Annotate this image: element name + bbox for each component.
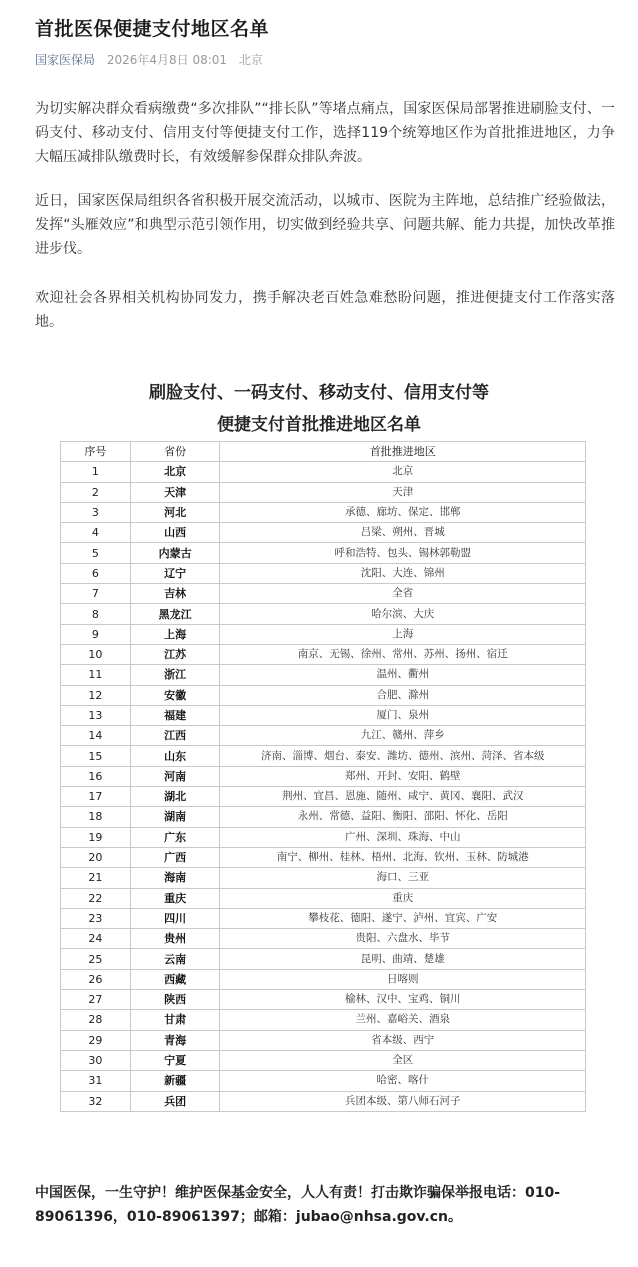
- row-regions: 日喀则: [220, 969, 586, 989]
- row-index: 12: [61, 685, 131, 705]
- article-time: 2026年4月8日 08:01: [106, 53, 228, 67]
- region-list-table: [60, 441, 586, 1112]
- row-regions: 沈阳、大连、锦州: [220, 563, 586, 583]
- row-regions: 永州、常德、益阳、衡阳、邵阳、怀化、岳阳: [220, 807, 586, 827]
- row-province: 西藏: [130, 969, 220, 989]
- row-province: 江苏: [130, 644, 220, 664]
- row-regions: 昆明、曲靖、楚雄: [220, 949, 586, 969]
- row-regions: 九江、赣州、萍乡: [220, 726, 586, 746]
- row-regions: 承德、廊坊、保定、邯郸: [220, 502, 586, 522]
- row-index: 14: [61, 726, 131, 746]
- table-row: [61, 604, 586, 624]
- row-index: 31: [61, 1071, 131, 1091]
- table-row: [61, 563, 586, 583]
- article-source-link[interactable]: 国家医保局: [35, 53, 96, 67]
- table-row: [61, 685, 586, 705]
- table-row: [61, 584, 586, 604]
- article-location: 北京: [238, 53, 263, 67]
- row-regions: 郑州、开封、安阳、鹤壁: [220, 766, 586, 786]
- row-province: 山西: [130, 523, 220, 543]
- row-province: 兵团: [130, 1091, 220, 1111]
- row-province: 云南: [130, 949, 220, 969]
- row-index: 15: [61, 746, 131, 766]
- row-index: 23: [61, 908, 131, 928]
- figure-title-line-1: 刷脸支付、一码支付、移动支付、信用支付等: [149, 383, 489, 403]
- table-row: [61, 827, 586, 847]
- table-row: [61, 1010, 586, 1030]
- row-regions: 吕梁、朔州、晋城: [220, 523, 586, 543]
- row-province: 青海: [130, 1030, 220, 1050]
- table-row: [61, 1071, 586, 1091]
- table-row: [61, 949, 586, 969]
- row-province: 安徽: [130, 685, 220, 705]
- row-index: 1: [61, 462, 131, 482]
- row-index: 3: [61, 502, 131, 522]
- row-index: 24: [61, 929, 131, 949]
- table-row: [61, 482, 586, 502]
- table-row: [61, 766, 586, 786]
- article-paragraph-1: 为切实解决群众看病缴费“多次排队”“排长队”等堵点痛点，国家医保局部署推进刷脸支付、一码支付、移动支付、信用支付等便捷支付工作，选择119个统筹地区作为首批推进地区，力争大幅压减排队缴费时长，有效缓解参保群众排队奔波。: [35, 101, 615, 165]
- article-paragraph-2: 近日，国家医保局组织各省积极开展交流活动，以城市、医院为主阵地，总结推广经验做法，发挥“头雁效应”和典型示范引领作用，切实做到经验共享、问题共解、能力共提，加快改革推进步伐。: [35, 193, 615, 257]
- row-index: 28: [61, 1010, 131, 1030]
- row-regions: 上海: [220, 624, 586, 644]
- row-index: 19: [61, 827, 131, 847]
- row-province: 海南: [130, 868, 220, 888]
- row-province: 江西: [130, 726, 220, 746]
- row-regions: 全省: [220, 584, 586, 604]
- table-row: [61, 929, 586, 949]
- row-regions: 哈尔滨、大庆: [220, 604, 586, 624]
- article-paragraph-3: 欢迎社会各界相关机构协同发力，携手解决老百姓急难愁盼问题，推进便捷支付工作落实落地。: [35, 290, 615, 330]
- table-row: [61, 969, 586, 989]
- row-index: 11: [61, 665, 131, 685]
- table-row: [61, 908, 586, 928]
- row-province: 广东: [130, 827, 220, 847]
- table-row: [61, 1050, 586, 1070]
- row-index: 17: [61, 787, 131, 807]
- row-regions: 厦门、泉州: [220, 705, 586, 725]
- table-row: [61, 847, 586, 867]
- row-province: 湖南: [130, 807, 220, 827]
- table-row: [61, 543, 586, 563]
- header-province: 省份: [130, 442, 220, 462]
- row-province: 宁夏: [130, 1050, 220, 1070]
- row-regions: 榆林、汉中、宝鸡、铜川: [220, 990, 586, 1010]
- header-regions: 首批推进地区: [220, 442, 586, 462]
- table-row: [61, 502, 586, 522]
- row-regions: 天津: [220, 482, 586, 502]
- row-regions: 合肥、滁州: [220, 685, 586, 705]
- table-row: [61, 888, 586, 908]
- article-meta: [35, 51, 263, 68]
- row-province: 陕西: [130, 990, 220, 1010]
- row-province: 河北: [130, 502, 220, 522]
- row-province: 北京: [130, 462, 220, 482]
- table-row: [61, 624, 586, 644]
- row-regions: 兰州、嘉峪关、酒泉: [220, 1010, 586, 1030]
- row-index: 30: [61, 1050, 131, 1070]
- row-index: 20: [61, 847, 131, 867]
- row-index: 29: [61, 1030, 131, 1050]
- table-row: [61, 1030, 586, 1050]
- row-index: 18: [61, 807, 131, 827]
- row-regions: 贵阳、六盘水、毕节: [220, 929, 586, 949]
- row-index: 21: [61, 868, 131, 888]
- table-row: [61, 990, 586, 1010]
- row-province: 湖北: [130, 787, 220, 807]
- row-province: 上海: [130, 624, 220, 644]
- row-regions: 全区: [220, 1050, 586, 1070]
- row-regions: 广州、深圳、珠海、中山: [220, 827, 586, 847]
- table-row: [61, 868, 586, 888]
- row-province: 甘肃: [130, 1010, 220, 1030]
- row-index: 6: [61, 563, 131, 583]
- row-province: 河南: [130, 766, 220, 786]
- row-province: 新疆: [130, 1071, 220, 1091]
- row-index: 10: [61, 644, 131, 664]
- row-regions: 南宁、柳州、桂林、梧州、北海、钦州、玉林、防城港: [220, 847, 586, 867]
- row-index: 4: [61, 523, 131, 543]
- row-regions: 哈密、喀什: [220, 1071, 586, 1091]
- row-province: 辽宁: [130, 563, 220, 583]
- row-regions: 呼和浩特、包头、锡林郭勒盟: [220, 543, 586, 563]
- table-header-row: [61, 442, 586, 462]
- row-index: 25: [61, 949, 131, 969]
- row-province: 浙江: [130, 665, 220, 685]
- row-province: 山东: [130, 746, 220, 766]
- row-province: 贵州: [130, 929, 220, 949]
- row-regions: 兵团本级、第八师石河子: [220, 1091, 586, 1111]
- row-province: 天津: [130, 482, 220, 502]
- header-index: 序号: [61, 442, 131, 462]
- row-regions: 攀枝花、德阳、遂宁、泸州、宜宾、广安: [220, 908, 586, 928]
- row-regions: 荆州、宜昌、恩施、随州、咸宁、黄冈、襄阳、武汉: [220, 787, 586, 807]
- table-row: [61, 665, 586, 685]
- table-row: [61, 523, 586, 543]
- row-province: 广西: [130, 847, 220, 867]
- row-index: 5: [61, 543, 131, 563]
- row-province: 重庆: [130, 888, 220, 908]
- row-regions: 海口、三亚: [220, 868, 586, 888]
- table-row: [61, 1091, 586, 1111]
- row-index: 7: [61, 584, 131, 604]
- table-row: [61, 705, 586, 725]
- row-index: 9: [61, 624, 131, 644]
- row-province: 黑龙江: [130, 604, 220, 624]
- row-index: 16: [61, 766, 131, 786]
- row-regions: 省本级、西宁: [220, 1030, 586, 1050]
- article-title: 首批医保便捷支付地区名单: [35, 18, 270, 40]
- row-regions: 北京: [220, 462, 586, 482]
- row-regions: 重庆: [220, 888, 586, 908]
- row-regions: 济南、淄博、烟台、泰安、潍坊、德州、滨州、菏泽、省本级: [220, 746, 586, 766]
- table-row: [61, 726, 586, 746]
- table-row: [61, 746, 586, 766]
- row-index: 32: [61, 1091, 131, 1111]
- table-row: [61, 462, 586, 482]
- row-index: 13: [61, 705, 131, 725]
- table-row: [61, 787, 586, 807]
- row-index: 26: [61, 969, 131, 989]
- row-index: 8: [61, 604, 131, 624]
- table-row: [61, 807, 586, 827]
- article-footer-notice: 中国医保，一生守护！维护医保基金安全，人人有责！打击欺诈骗保举报电话：010-89061396，010-89061397；邮箱：jubao@nhsa.gov.cn。: [35, 1185, 561, 1225]
- row-province: 内蒙古: [130, 543, 220, 563]
- table-row: [61, 644, 586, 664]
- figure-title-line-2: 便捷支付首批推进地区名单: [217, 415, 421, 435]
- row-regions: 温州、衢州: [220, 665, 586, 685]
- row-province: 吉林: [130, 584, 220, 604]
- row-index: 22: [61, 888, 131, 908]
- row-index: 2: [61, 482, 131, 502]
- row-province: 四川: [130, 908, 220, 928]
- row-index: 27: [61, 990, 131, 1010]
- row-regions: 南京、无锡、徐州、常州、苏州、扬州、宿迁: [220, 644, 586, 664]
- row-province: 福建: [130, 705, 220, 725]
